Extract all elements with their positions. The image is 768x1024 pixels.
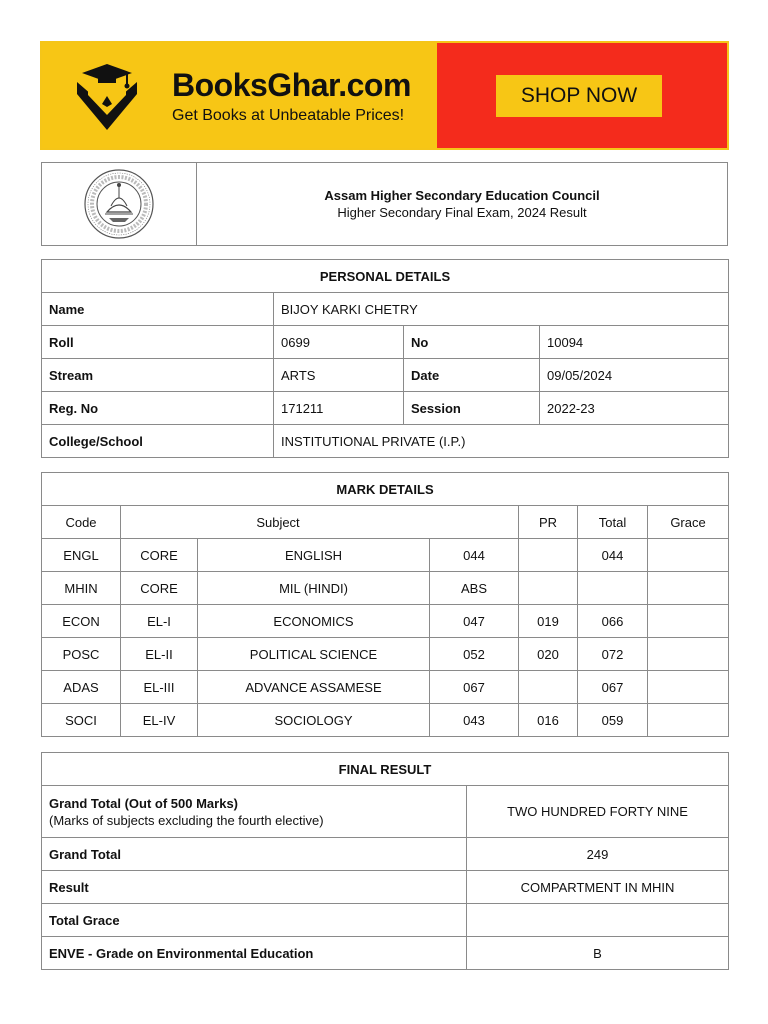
college-value: INSTITUTIONAL PRIVATE (I.P.) [274, 425, 729, 458]
total-header: Total [578, 506, 648, 539]
council-seal-icon [83, 168, 155, 240]
shop-now-button[interactable]: SHOP NOW [496, 75, 662, 117]
final-result-table [41, 752, 729, 970]
pr-header: PR [519, 506, 578, 539]
theory-mark: 043 [430, 704, 519, 737]
table-row [42, 605, 729, 638]
subject-name: SOCIOLOGY [198, 704, 430, 737]
subject-type: EL-I [121, 605, 198, 638]
result-value: COMPARTMENT IN MHIN [467, 871, 729, 904]
roll-value: 0699 [274, 326, 404, 359]
banner-brand-area[interactable] [42, 43, 437, 148]
grace-header: Grace [648, 506, 729, 539]
subject-code: ECON [42, 605, 121, 638]
grace-mark [648, 539, 729, 572]
grace-mark [648, 671, 729, 704]
result-label: Result [42, 871, 467, 904]
mark-details-table [41, 472, 729, 737]
pr-mark [519, 539, 578, 572]
name-value: BIJOY KARKI CHETRY [274, 293, 729, 326]
subject-name: ADVANCE ASSAMESE [198, 671, 430, 704]
personal-details-title: PERSONAL DETAILS [42, 260, 729, 293]
council-name: Assam Higher Secondary Education Council [324, 188, 600, 203]
subject-code: ENGL [42, 539, 121, 572]
grace-mark [648, 704, 729, 737]
mark-details-title: MARK DETAILS [42, 473, 729, 506]
session-value: 2022-23 [540, 392, 729, 425]
total-mark: 066 [578, 605, 648, 638]
banner-cta-area [437, 43, 727, 148]
booksghar-banner[interactable] [40, 41, 729, 150]
seal-cell [42, 163, 197, 245]
grace-mark [648, 605, 729, 638]
subject-code: MHIN [42, 572, 121, 605]
reg-no-value: 171211 [274, 392, 404, 425]
total-grace-value [467, 904, 729, 937]
personal-details-table [41, 259, 729, 458]
code-header: Code [42, 506, 121, 539]
table-row [42, 572, 729, 605]
name-label: Name [42, 293, 274, 326]
subject-name: POLITICAL SCIENCE [198, 638, 430, 671]
date-label: Date [404, 359, 540, 392]
pr-mark: 016 [519, 704, 578, 737]
reg-no-label: Reg. No [42, 392, 274, 425]
total-mark: 067 [578, 671, 648, 704]
grand-total-value: 249 [467, 838, 729, 871]
no-value: 10094 [540, 326, 729, 359]
grand-total-500-note: (Marks of subjects excluding the fourth elective) [49, 812, 324, 828]
grand-total-500-value: TWO HUNDRED FORTY NINE [467, 786, 729, 838]
grand-total-500-cell [42, 786, 467, 838]
pr-mark: 020 [519, 638, 578, 671]
subject-header: Subject [121, 506, 519, 539]
grand-total-500-label: Grand Total (Out of 500 Marks) [49, 795, 239, 811]
date-value: 09/05/2024 [540, 359, 729, 392]
total-mark [578, 572, 648, 605]
subject-type: EL-III [121, 671, 198, 704]
total-mark: 072 [578, 638, 648, 671]
theory-mark: 052 [430, 638, 519, 671]
subject-name: ECONOMICS [198, 605, 430, 638]
roll-label: Roll [42, 326, 274, 359]
grace-mark [648, 572, 729, 605]
total-grace-label: Total Grace [42, 904, 467, 937]
pr-mark [519, 572, 578, 605]
subject-type: EL-II [121, 638, 198, 671]
theory-mark: 044 [430, 539, 519, 572]
table-row [42, 704, 729, 737]
table-row [42, 671, 729, 704]
theory-mark: 047 [430, 605, 519, 638]
subject-type: CORE [121, 539, 198, 572]
grand-total-label: Grand Total [42, 838, 467, 871]
grace-mark [648, 638, 729, 671]
subject-code: SOCI [42, 704, 121, 737]
subject-name: MIL (HINDI) [198, 572, 430, 605]
total-mark: 059 [578, 704, 648, 737]
subject-code: POSC [42, 638, 121, 671]
subject-type: EL-IV [121, 704, 198, 737]
subject-code: ADAS [42, 671, 121, 704]
brand-tagline: Get Books at Unbeatable Prices! [172, 106, 405, 124]
college-label: College/School [42, 425, 274, 458]
brand-name: BooksGhar.com [172, 66, 411, 103]
subject-type: CORE [121, 572, 198, 605]
stream-label: Stream [42, 359, 274, 392]
council-header [41, 162, 728, 246]
enve-grade-label: ENVE - Grade on Environmental Education [42, 937, 467, 970]
total-mark: 044 [578, 539, 648, 572]
enve-grade-value: B [467, 937, 729, 970]
final-result-title: FINAL RESULT [42, 753, 729, 786]
table-row [42, 638, 729, 671]
theory-mark: 067 [430, 671, 519, 704]
pr-mark: 019 [519, 605, 578, 638]
table-row [42, 539, 729, 572]
council-title-cell [197, 163, 727, 245]
exam-title: Higher Secondary Final Exam, 2024 Result [337, 205, 587, 220]
subject-name: ENGLISH [198, 539, 430, 572]
theory-mark: ABS [430, 572, 519, 605]
stream-value: ARTS [274, 359, 404, 392]
session-label: Session [404, 392, 540, 425]
no-label: No [404, 326, 540, 359]
book-graduation-cap-icon [72, 60, 142, 132]
pr-mark [519, 671, 578, 704]
